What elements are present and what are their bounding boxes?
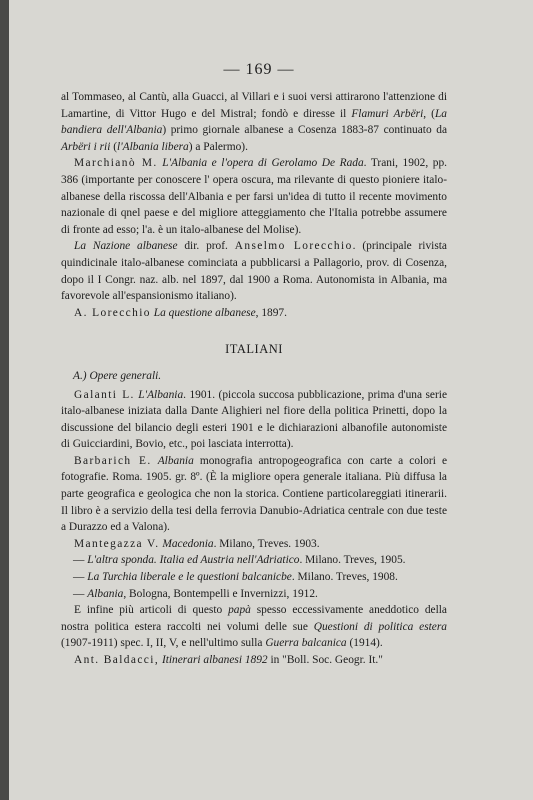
paragraph-tommaseo: al Tommaseo, al Cantù, alla Guacci, al Villari e i suoi versi attirarono l'attenzione di Lamartine, di Vittor Hugo e del Mistral; fondò e diresse il Flamuri Arbëri, (La bandiera dell'Albania) primo giornale albanese a Cosenza 1883-87 continuato da Arbëri i rii (l'Albania libera) a Palermo).: [61, 91, 447, 153]
page-body: [61, 89, 447, 669]
page-number: — 169 —: [223, 61, 295, 78]
paragraph-baldacci: Ant. Baldacci, Itinerari albanesi 1892 in "Boll. Soc. Geogr. It.": [74, 654, 383, 666]
paragraph-nazione-albanese: La Nazione albanese dir. prof. Anselmo Lorecchio. (principale rivista quindicinale italo-albanese cominciata a pubblicarsi a Pallagorio, prov. di Cosenza, dopo il I Congr. naz. alb. nel 1897, dal 1900 a Roma. Autonomista in Albania, ma favorevole all'espansionismo italiano).: [61, 240, 447, 303]
paragraph-marchiano: Marchianò M. L'Albania e l'opera di Gerolamo De Rada. Trani, 1902, pp. 386 (importante per conoscere l' opera oscura, ma rilevante di questo pioniere italo-albanese della riscossa dell'Albania e per farsi un'idea di tutto il recente movimento nazionale di qnel paese e del migliore atteggiamento che l'Italia potrebbe assumere di fronte ad esso; l'a. è un italo-albanese del Molise).: [61, 157, 447, 236]
list-item: — La Turchia liberale e le questioni balcanicbe. Milano. Treves, 1908.: [73, 571, 398, 584]
paragraph-barbarich: Barbarich E. Albania monografia antropogeografica con carte a colori e fotografie. Roma. 1905. gr. 8º. (È la migliore opera generale italiana. Più diffusa la parte geografica e geologica che non la storica. Contiene particolareggiati itinerarii. Il libro è a servizio della tesi della ferrovia Danubio-Adriatica centrale con due teste a Durazzo ed a Valona).: [61, 454, 448, 534]
paragraph-galanti: Galanti L. L'Albania. 1901. (piccola succosa pubblicazione, prima d'una serie italo-albanese iniziata dalla Dante Alighieri nel fiore della politica Prinetti, dopo la discussione del bilancio degli esteri 1901 e le dichiarazioni albanofile autonomiste di Guicciardini, Bovio, etc., poi lasciata interrotta).: [61, 388, 448, 451]
paragraph-infine: E infine più articoli di questo papà spesso eccessivamente aneddotico della nostra politica estera raccolti nei volumi delle sue Questioni di politica estera (1907-1911) spec. I, II, V, e nell'ultimo sulla Guerra balcanica (1914).: [61, 604, 447, 650]
list-item: — L'altra sponda. Italia ed Austria nell'Adriatico. Milano. Treves, 1905.: [73, 554, 406, 567]
subheading: A.) Opere generali.: [73, 369, 162, 382]
book-page: [9, 0, 533, 800]
paragraph-mantegazza: Mantegazza V. Macedonia. Milano, Treves. 1903.: [74, 537, 320, 550]
list-item: — Albania, Bologna, Bontempelli e Invernizzi, 1912.: [73, 587, 318, 600]
section-heading: ITALIANI: [225, 342, 283, 357]
paragraph-lorecchio: A. Lorecchio La questione albanese, 1897.: [74, 306, 287, 319]
